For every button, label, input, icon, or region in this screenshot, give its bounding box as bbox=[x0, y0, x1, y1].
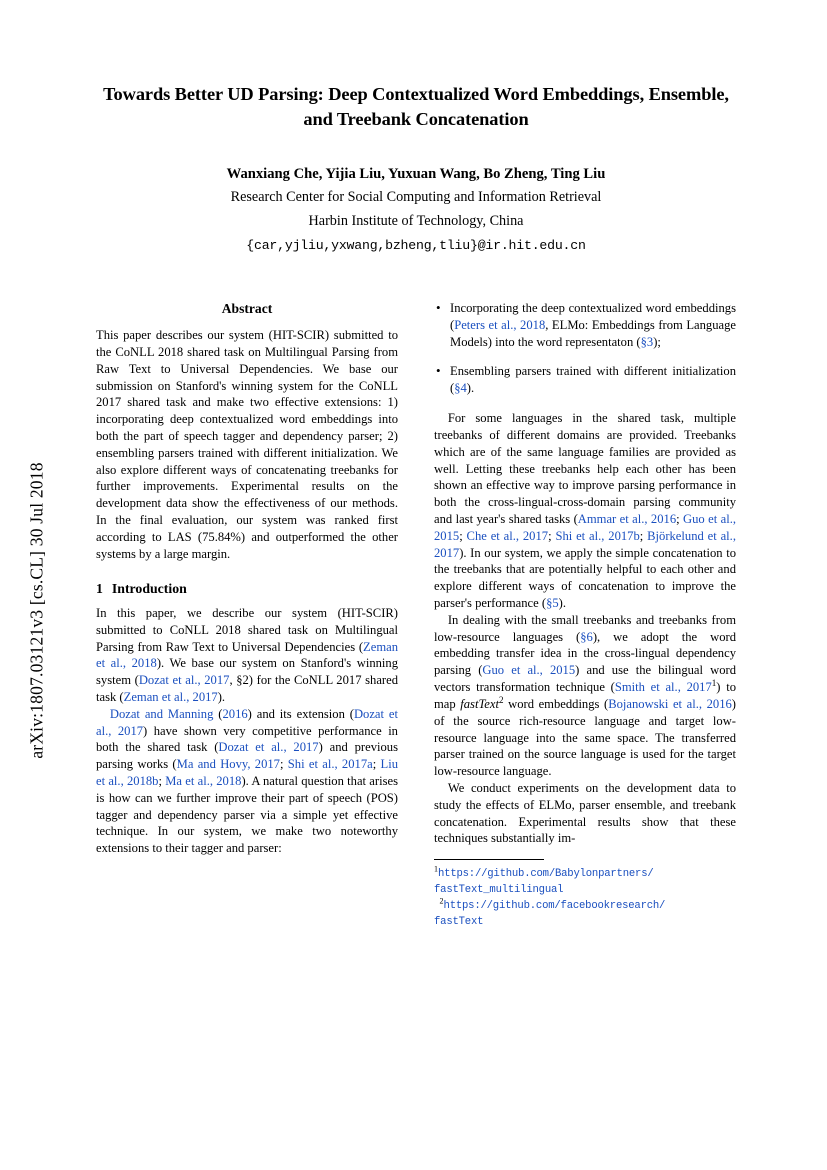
section-title: Introduction bbox=[111, 580, 187, 596]
citation-link[interactable]: Guo et al., 2015 bbox=[482, 663, 576, 678]
text-run: For some languages in the shared task, multiple treebanks of different domains are provided. Treebanks which are of the same language families are provided as well. Letting these treebanks help each other has been shown an effective way to improve parsing performance in both the cross-lingual-cross-domain parsing community and last year's shared tasks ( bbox=[434, 411, 736, 526]
text-run: ) of the source rich-resource language and target low-resource language into the same space. The transferred parser trained on the source language is used for the target low-resource language. bbox=[434, 696, 736, 779]
citation-link[interactable]: Björkelund et al., 2017 bbox=[434, 528, 736, 560]
abstract-heading: Abstract bbox=[221, 301, 273, 316]
text-run: ) and use the bilingual word vectors transformation technique ( bbox=[434, 663, 737, 695]
citation-link[interactable]: Ma et al., 2018 bbox=[165, 774, 242, 789]
citation-link[interactable]: Zeman et al., 2017 bbox=[123, 689, 218, 704]
list-item bbox=[434, 363, 736, 397]
text-run: ) to map bbox=[434, 680, 737, 711]
text-run: ; bbox=[158, 774, 166, 789]
abstract-text: This paper describes our system (HIT-SCIR) submitted to the CoNLL 2018 shared task on Multilingual Parsing from Raw Text to Universal Dependencies. We base our submission on Stanford's winning system for the CoNLL 2017 shared task and make two effective extensions: 1) incorporating deep contextualized word embeddings into both the part of speech tagger and dependency parser; 2) ensembling parsers trained with different initialization. We also explore different ways of concatenating treebanks for further improvements. Experimental results on the development data show the effectiveness of our methods. In the final evaluation, our system was ranked first according to LAS (75.84%) and outperformed the other systems by a large margin. bbox=[96, 328, 398, 561]
right-paragraph-1 bbox=[434, 410, 736, 612]
footnote-divider bbox=[434, 859, 544, 860]
paper-header bbox=[96, 82, 736, 253]
section-number: 1 bbox=[96, 580, 103, 596]
text-run: , ELMo: Embeddings from Language Models) into the word representaton ( bbox=[450, 317, 736, 349]
footnote-url-cont[interactable]: fastText bbox=[434, 916, 484, 929]
citation-link[interactable]: Peters et al., 2018 bbox=[454, 317, 546, 332]
footnote-number: 2 bbox=[439, 896, 444, 906]
right-paragraph-3: We conduct experiments on the development data to study the effects of ELMo, parser ensemble, and treebank concatenation. Experimental results show that these techniques substantially im- bbox=[434, 780, 736, 846]
text-run: ; bbox=[639, 528, 648, 543]
right-column bbox=[434, 300, 736, 930]
citation-link[interactable]: Zeman et al., 2018 bbox=[96, 639, 398, 671]
text-run: ). We base our system on Stanford's winning system ( bbox=[96, 656, 399, 688]
arxiv-stamp: arXiv:1807.03121v3 [cs.CL] 30 Jul 2018 bbox=[26, 462, 47, 759]
citation-link[interactable]: Dozat and Manning bbox=[109, 706, 214, 721]
text-run: ; bbox=[676, 511, 684, 526]
citation-link[interactable]: Dozat et al., 2017 bbox=[96, 706, 399, 738]
left-column bbox=[96, 300, 398, 930]
text-run: ). A natural question that arises is how can we further improve their part of speech (POS) tagger and dependency parser via a simple yet effective technique. In our system, we make two noteworthy extensions to their tagger and parser: bbox=[96, 774, 398, 856]
section-ref-link[interactable]: §3 bbox=[640, 334, 654, 349]
text-run: ( bbox=[213, 706, 223, 721]
text-run: ) have shown very competitive performance in both the shared task ( bbox=[96, 723, 398, 755]
right-paragraph-2 bbox=[434, 612, 736, 780]
footnote-2 bbox=[434, 898, 736, 930]
abstract-body bbox=[96, 327, 398, 562]
text-run: ; bbox=[372, 757, 381, 772]
footnote-marker-2[interactable]: 2 bbox=[499, 694, 504, 705]
text-run: ; bbox=[279, 757, 288, 772]
text-run: ). bbox=[217, 689, 226, 704]
footnote-number: 1 bbox=[434, 864, 438, 874]
footnote-url-cont[interactable]: fastText_multilingual bbox=[434, 884, 564, 897]
footnote-1 bbox=[434, 866, 736, 898]
citation-link[interactable]: Shi et al., 2017a bbox=[287, 757, 373, 772]
text-run: ; bbox=[459, 528, 467, 543]
two-column-body bbox=[96, 300, 736, 930]
text-run: ) and previous parsing works ( bbox=[96, 740, 398, 772]
footnote-url[interactable]: https://github.com/Babylonpartners/ bbox=[438, 868, 654, 881]
text-run: ). bbox=[558, 596, 566, 610]
citation-link[interactable]: Guo et al., 2015 bbox=[434, 511, 736, 543]
intro-paragraph-2 bbox=[96, 706, 398, 857]
text-run: ), we adopt the word embedding transfer idea in the cross-lingual dependency parsing ( bbox=[434, 629, 736, 678]
footnote-url[interactable]: https://github.com/facebookresearch/ bbox=[443, 900, 666, 913]
citation-link[interactable]: Bojanowski et al., 2016 bbox=[608, 696, 732, 711]
text-run: ); bbox=[653, 334, 661, 349]
text-run: Ensembling parsers trained with different initialization ( bbox=[450, 364, 736, 396]
citation-link[interactable]: 2016 bbox=[222, 706, 248, 721]
citation-link[interactable]: Che et al., 2017 bbox=[466, 528, 549, 543]
text-run: ) and its extension ( bbox=[247, 706, 354, 721]
text-run: In dealing with the small treebanks and treebanks from low-resource languages ( bbox=[434, 612, 736, 644]
affiliation-line-1: Research Center for Social Computing and Information Retrieval bbox=[230, 188, 602, 205]
section-ref-link[interactable]: §4 bbox=[454, 381, 467, 396]
citation-link[interactable]: Ma and Hovy, 2017 bbox=[176, 757, 280, 772]
text-run: ). In our system, we apply the simple concatenation to the treebanks that are potentially helpful to each other and explore different ways of concatenation to improve the parser's performance ( bbox=[434, 545, 736, 610]
text-run: Incorporating the deep contextualized word embeddings ( bbox=[450, 301, 736, 332]
author-emails: {car,yjliu,yxwang,bzheng,tliu}@ir.hit.edu.cn bbox=[246, 237, 586, 253]
footnote-marker-1[interactable]: 1 bbox=[711, 677, 717, 688]
affiliation-line-2: Harbin Institute of Technology, China bbox=[308, 213, 524, 230]
text-run: In this paper, we describe our system (HIT-SCIR) submitted to CoNLL 2018 shared task on Multilingual Parsing from Raw Text to Universal Dependencies ( bbox=[96, 605, 398, 654]
citation-link[interactable]: Smith et al., 2017 bbox=[614, 680, 712, 695]
citation-link[interactable]: Liu et al., 2018b bbox=[96, 757, 398, 789]
citation-link[interactable]: Shi et al., 2017b bbox=[555, 528, 640, 543]
section-ref-link[interactable]: §5 bbox=[546, 596, 559, 610]
section-heading-introduction bbox=[96, 580, 398, 598]
citation-link[interactable]: Dozat et al., 2017 bbox=[218, 740, 319, 755]
citation-link[interactable]: Ammar et al., 2016 bbox=[577, 511, 677, 526]
text-run: word embeddings ( bbox=[503, 696, 609, 711]
text-run: ; bbox=[548, 528, 556, 543]
contribution-list bbox=[434, 300, 736, 397]
text-run: , §2) for the CoNLL 2017 shared task ( bbox=[96, 673, 398, 704]
page-title: Towards Better UD Parsing: Deep Contextualized Word Embeddings, Ensemble, and Treebank Concatenation bbox=[103, 84, 729, 129]
section-ref-link[interactable]: §6 bbox=[580, 629, 593, 644]
text-run: ). bbox=[466, 381, 475, 396]
intro-paragraph-1 bbox=[96, 605, 398, 706]
italic-term: fastText bbox=[460, 696, 499, 711]
author-list: Wanxiang Che, Yijia Liu, Yuxuan Wang, Bo Zheng, Ting Liu bbox=[226, 165, 606, 182]
citation-link[interactable]: Dozat et al., 2017 bbox=[138, 673, 230, 688]
list-item bbox=[434, 300, 736, 350]
